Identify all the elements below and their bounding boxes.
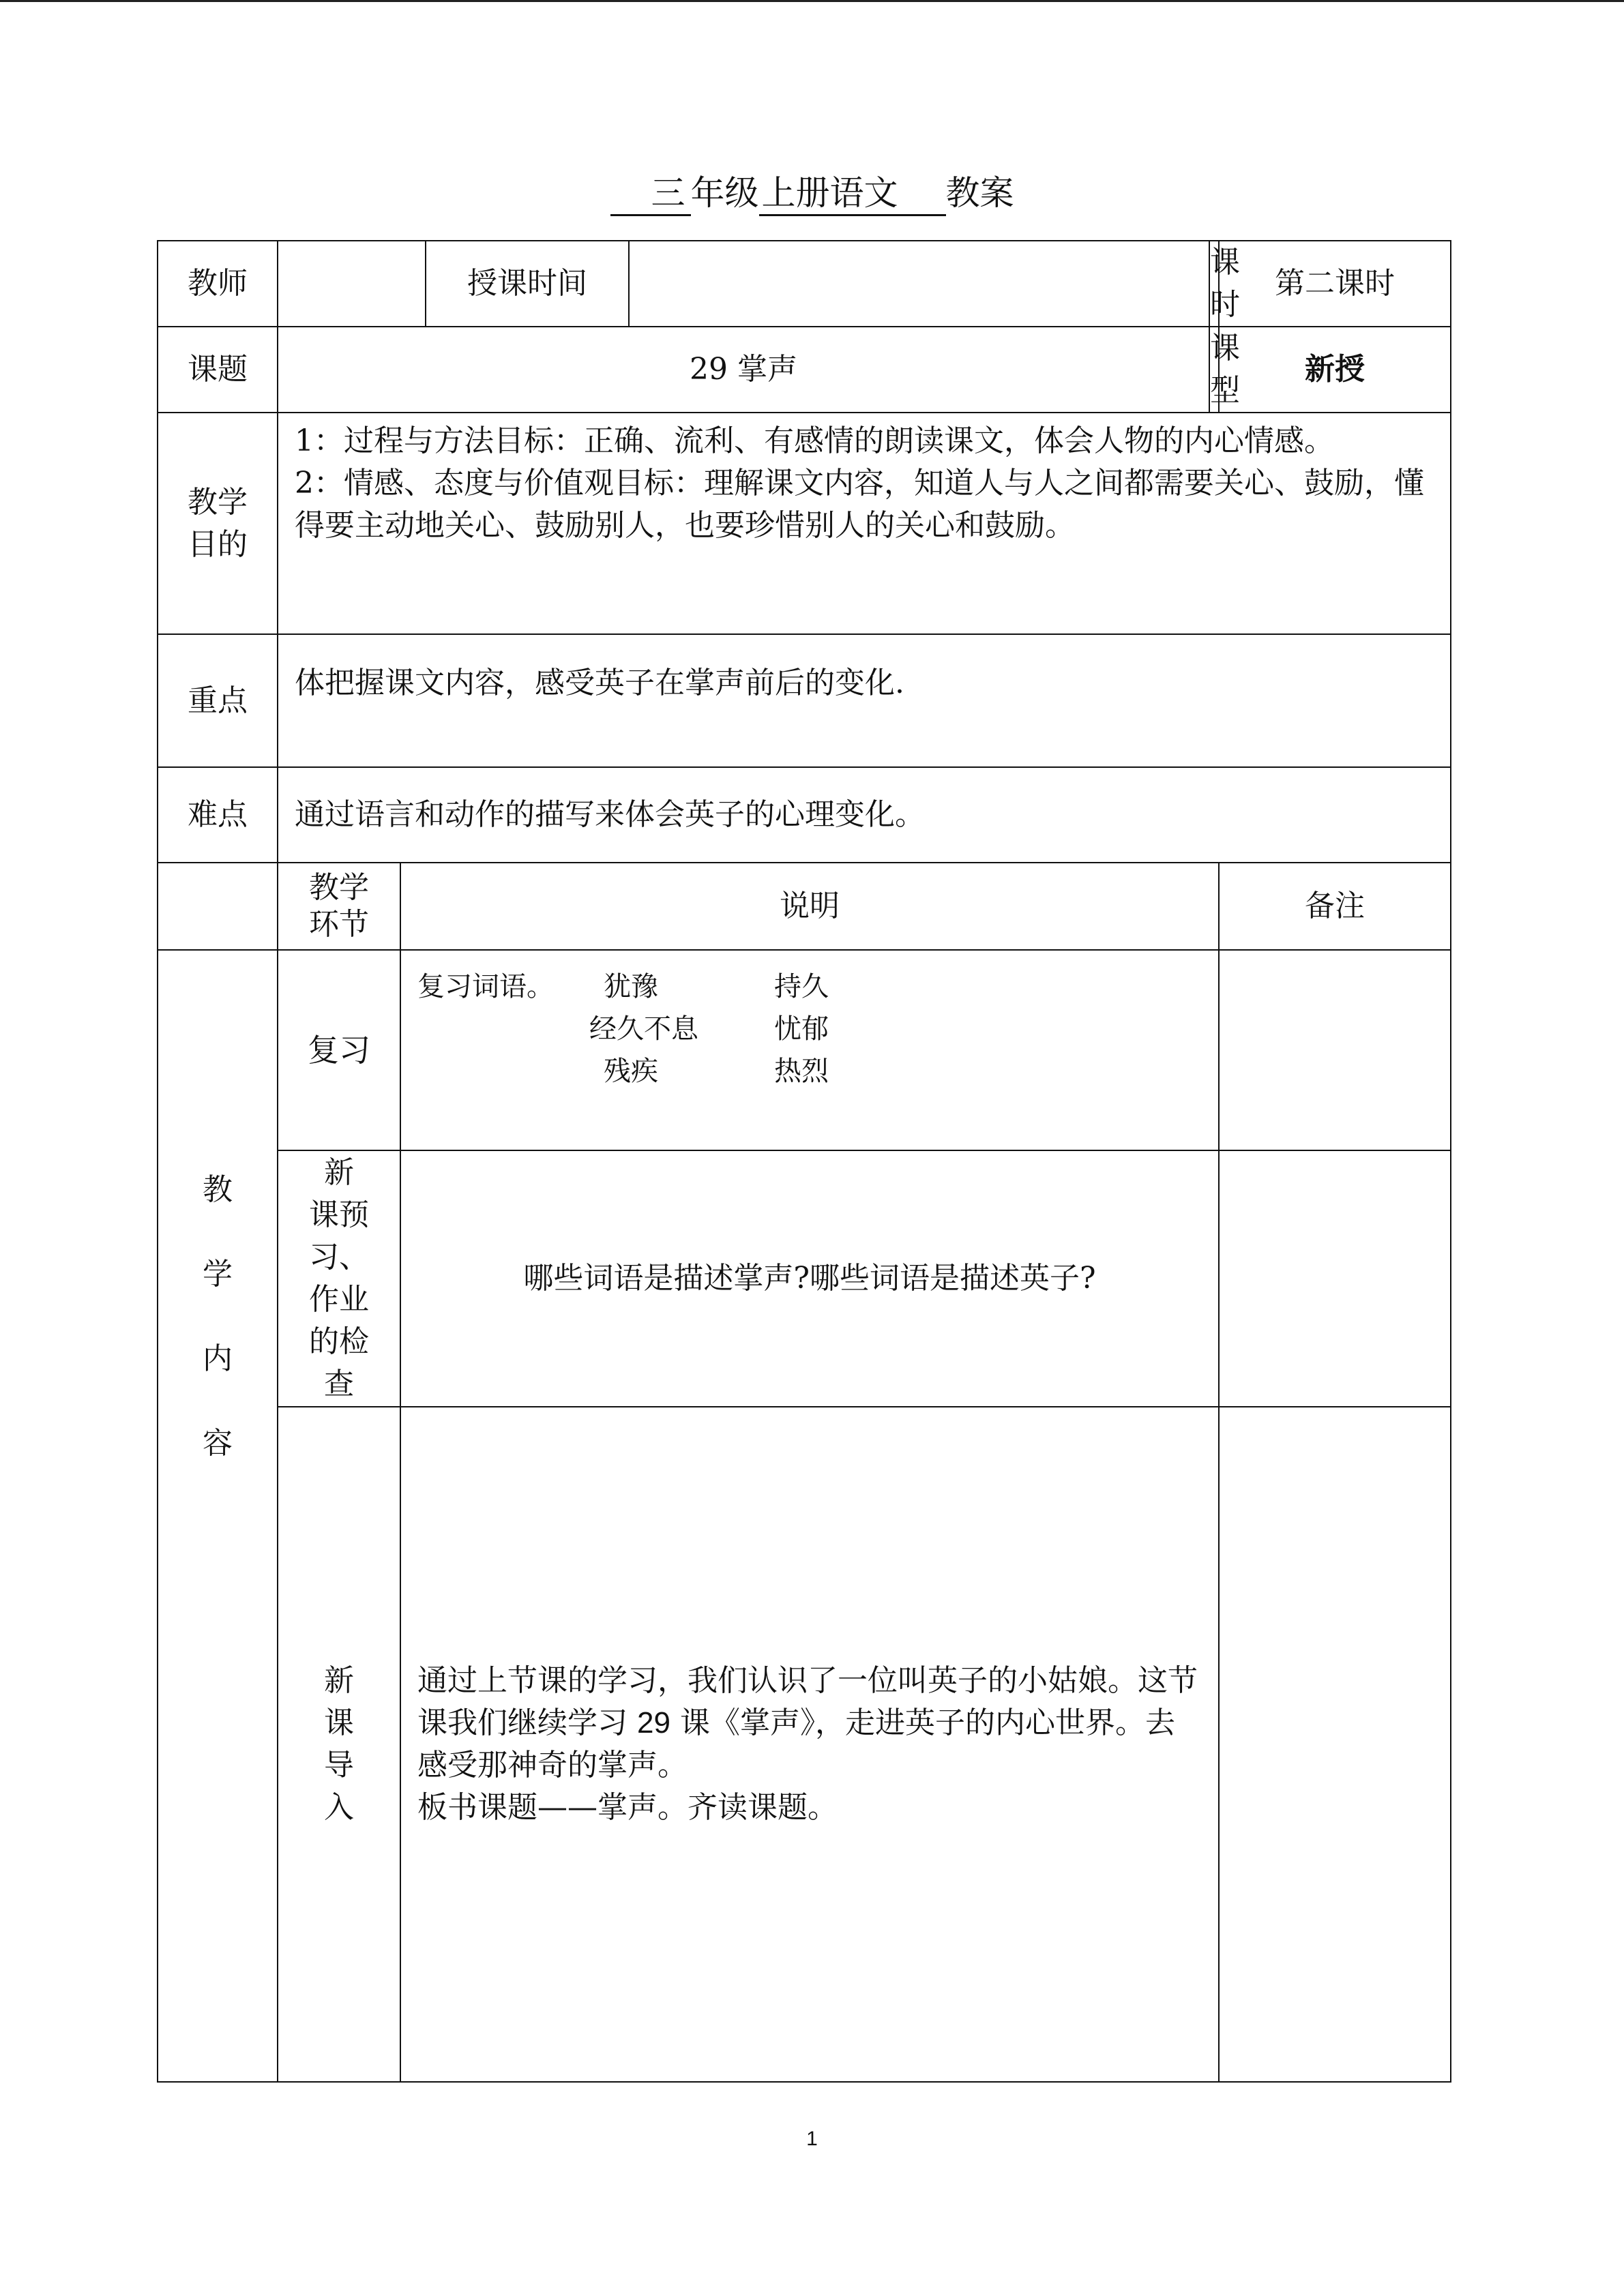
new-lesson-label xyxy=(278,1407,400,2082)
preview-label-line: 作业 xyxy=(309,1282,369,1317)
new-lesson-content xyxy=(400,1407,1219,2082)
new-lesson-label-line: 新 xyxy=(324,1663,354,1698)
intro-text-1: 通过上节课的学习，我们认识了一位叫英子的小姑娘。这节课我们继续学习 xyxy=(417,1663,1198,1740)
new-lesson-notes xyxy=(1219,1407,1451,2082)
objectives-text xyxy=(278,413,1451,634)
new-lesson-paragraph-2: 板书课题——掌声。齐读课题。 xyxy=(417,1790,838,1825)
vocab-word: 热烈 xyxy=(774,1056,829,1087)
objectives-label-line1: 教学 xyxy=(188,484,248,520)
intro-text-2: 课《掌声》，走进英子的内心世界。 xyxy=(679,1705,1145,1740)
time-value xyxy=(629,241,1209,327)
key-point-label: 重点 xyxy=(158,634,278,767)
side-label-char-4: 容 xyxy=(203,1426,233,1461)
objective-1: 1：过程与方法目标：正确、流利、有感情的朗读课文，体会人物的内心情感。 xyxy=(295,423,1334,458)
lesson-plan-table xyxy=(157,240,1451,2083)
intro-text-3: 去感受那神奇的掌声。 xyxy=(417,1705,1175,1783)
page-title xyxy=(0,169,1624,217)
topic-value: 29 掌声 xyxy=(278,327,1209,413)
side-label-char-2: 学 xyxy=(203,1257,233,1292)
header-row-1 xyxy=(158,241,1451,327)
vocab-word: 持久 xyxy=(774,971,829,1002)
side-label-char-1: 教 xyxy=(203,1172,233,1207)
period-value: 第二课时 xyxy=(1219,241,1451,327)
content-side-label xyxy=(158,950,278,2082)
intro-lesson-number: 29 xyxy=(637,1706,670,1740)
page-number: 1 xyxy=(806,2128,818,2150)
review-content xyxy=(400,950,1219,1150)
new-lesson-label-line: 课 xyxy=(324,1705,354,1740)
vocab-word: 残疾 xyxy=(604,1056,658,1087)
new-lesson-row xyxy=(158,1407,1451,2082)
time-label: 授课时间 xyxy=(426,241,629,327)
teacher-value xyxy=(278,241,426,327)
title-term: 上册语文 xyxy=(759,172,946,216)
type-label: 课型 xyxy=(1209,327,1219,413)
stage-header-line1: 教学 xyxy=(309,870,369,905)
stage-header-line2: 环节 xyxy=(309,907,369,942)
preview-label-line: 新 xyxy=(324,1155,354,1190)
title-grade-suffix: 年级 xyxy=(690,173,759,213)
description-header: 说明 xyxy=(400,863,1219,950)
content-header-row xyxy=(158,863,1451,950)
stage-header xyxy=(278,863,400,950)
review-intro: 复习词语。 xyxy=(417,971,554,1002)
objective-2: 2：情感、态度与价值观目标：理解课文内容，知道人与人之间都需要关心、鼓励，懂得要主动地关心、鼓励别人，也要珍惜别人的关心和鼓励。 xyxy=(295,466,1424,543)
notes-header: 备注 xyxy=(1219,863,1451,950)
preview-notes xyxy=(1219,1150,1451,1407)
preview-label-line: 课预 xyxy=(309,1197,369,1232)
key-point-text: 体把握课文内容，感受英子在掌声前后的变化. xyxy=(278,634,1451,767)
objectives-label xyxy=(158,413,278,634)
vocab-word: 忧郁 xyxy=(774,1013,829,1045)
difficulty-row xyxy=(158,767,1451,863)
teacher-label: 教师 xyxy=(158,241,278,327)
title-suffix: 教案 xyxy=(945,173,1014,213)
new-lesson-label-line: 入 xyxy=(324,1790,354,1825)
preview-row xyxy=(158,1150,1451,1407)
review-notes xyxy=(1219,950,1451,1150)
objectives-label-line2: 目的 xyxy=(188,526,248,562)
preview-label-line: 习、 xyxy=(309,1240,369,1274)
review-label: 复习 xyxy=(278,950,400,1150)
key-point-row xyxy=(158,634,1451,767)
period-label: 课时 xyxy=(1209,241,1219,327)
difficulty-text: 通过语言和动作的描写来体会英子的心理变化。 xyxy=(278,767,1451,863)
vocab-word: 犹豫 xyxy=(604,971,658,1002)
preview-label-line: 的检 xyxy=(309,1324,369,1359)
new-lesson-label-line: 导 xyxy=(324,1748,354,1783)
vocab-word: 经久不息 xyxy=(589,1013,698,1045)
difficulty-label: 难点 xyxy=(158,767,278,863)
header-row-2 xyxy=(158,327,1451,413)
type-value: 新授 xyxy=(1219,327,1451,413)
new-lesson-paragraph-1 xyxy=(417,1660,1198,1787)
preview-text: 哪些词语是描述掌声?哪些词语是描述英子? xyxy=(400,1150,1219,1407)
review-row xyxy=(158,950,1451,1150)
side-label-char-3: 内 xyxy=(203,1341,233,1376)
title-grade: 三 xyxy=(610,172,691,216)
topic-label: 课题 xyxy=(158,327,278,413)
content-header-blank xyxy=(158,863,278,950)
preview-label-line: 查 xyxy=(324,1367,354,1401)
top-border-line xyxy=(0,0,1624,2)
preview-label xyxy=(278,1150,400,1407)
objectives-row xyxy=(158,413,1451,634)
